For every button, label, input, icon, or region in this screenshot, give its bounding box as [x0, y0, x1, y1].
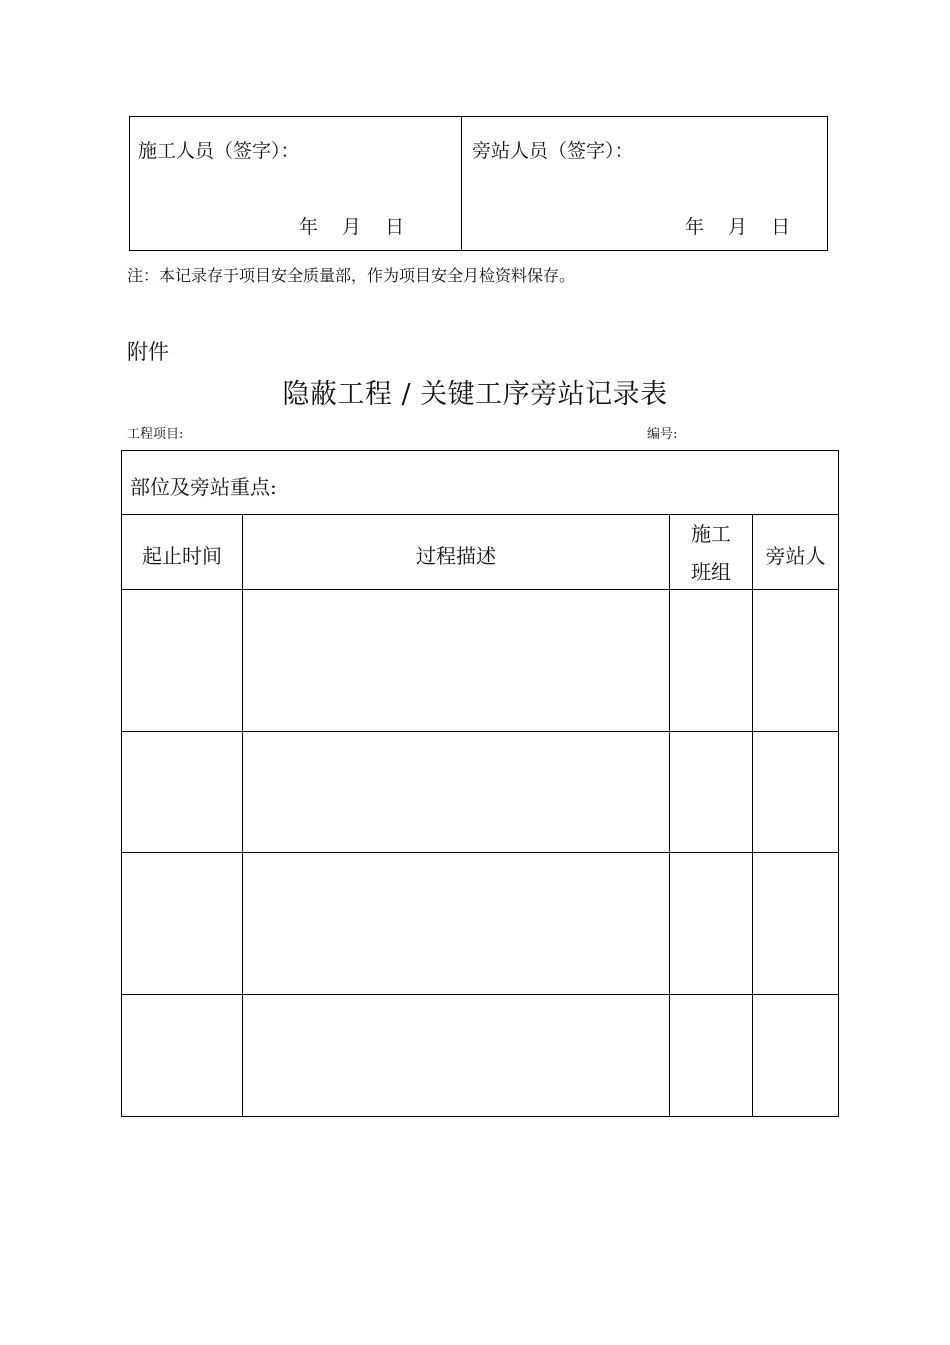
form-title: 隐蔽工程 / 关键工序旁站记录表: [282, 379, 668, 410]
attachment-label: 附件: [127, 340, 169, 364]
table-row: [122, 732, 838, 852]
column-header-process: 过程描述: [416, 544, 496, 568]
table-row: [122, 590, 838, 731]
column-header-supervisor: 旁站人: [765, 544, 826, 568]
column-header-team-line1: 施工: [691, 522, 731, 546]
record-note: 注：本记录存于项目安全质量部，作为项目安全月检资料保存。: [127, 266, 576, 285]
column-header-team: [670, 515, 752, 591]
supervisor-staff-signature-label: 旁站人员（签字）：: [472, 140, 634, 162]
table-row: [122, 853, 838, 994]
project-label: 工程项目:: [127, 427, 184, 442]
number-label: 编号:: [647, 427, 678, 442]
table-row: [122, 995, 838, 1116]
column-header-team-line2: 班组: [691, 560, 731, 584]
supervisor-staff-date: 年 月 日: [685, 216, 791, 238]
signature-divider: [461, 116, 462, 251]
key-points-label: 部位及旁站重点:: [130, 475, 277, 499]
construction-staff-date: 年 月 日: [299, 216, 405, 238]
column-header-time: 起止时间: [142, 544, 222, 568]
construction-staff-signature-label: 施工人员（签字）：: [138, 140, 300, 162]
